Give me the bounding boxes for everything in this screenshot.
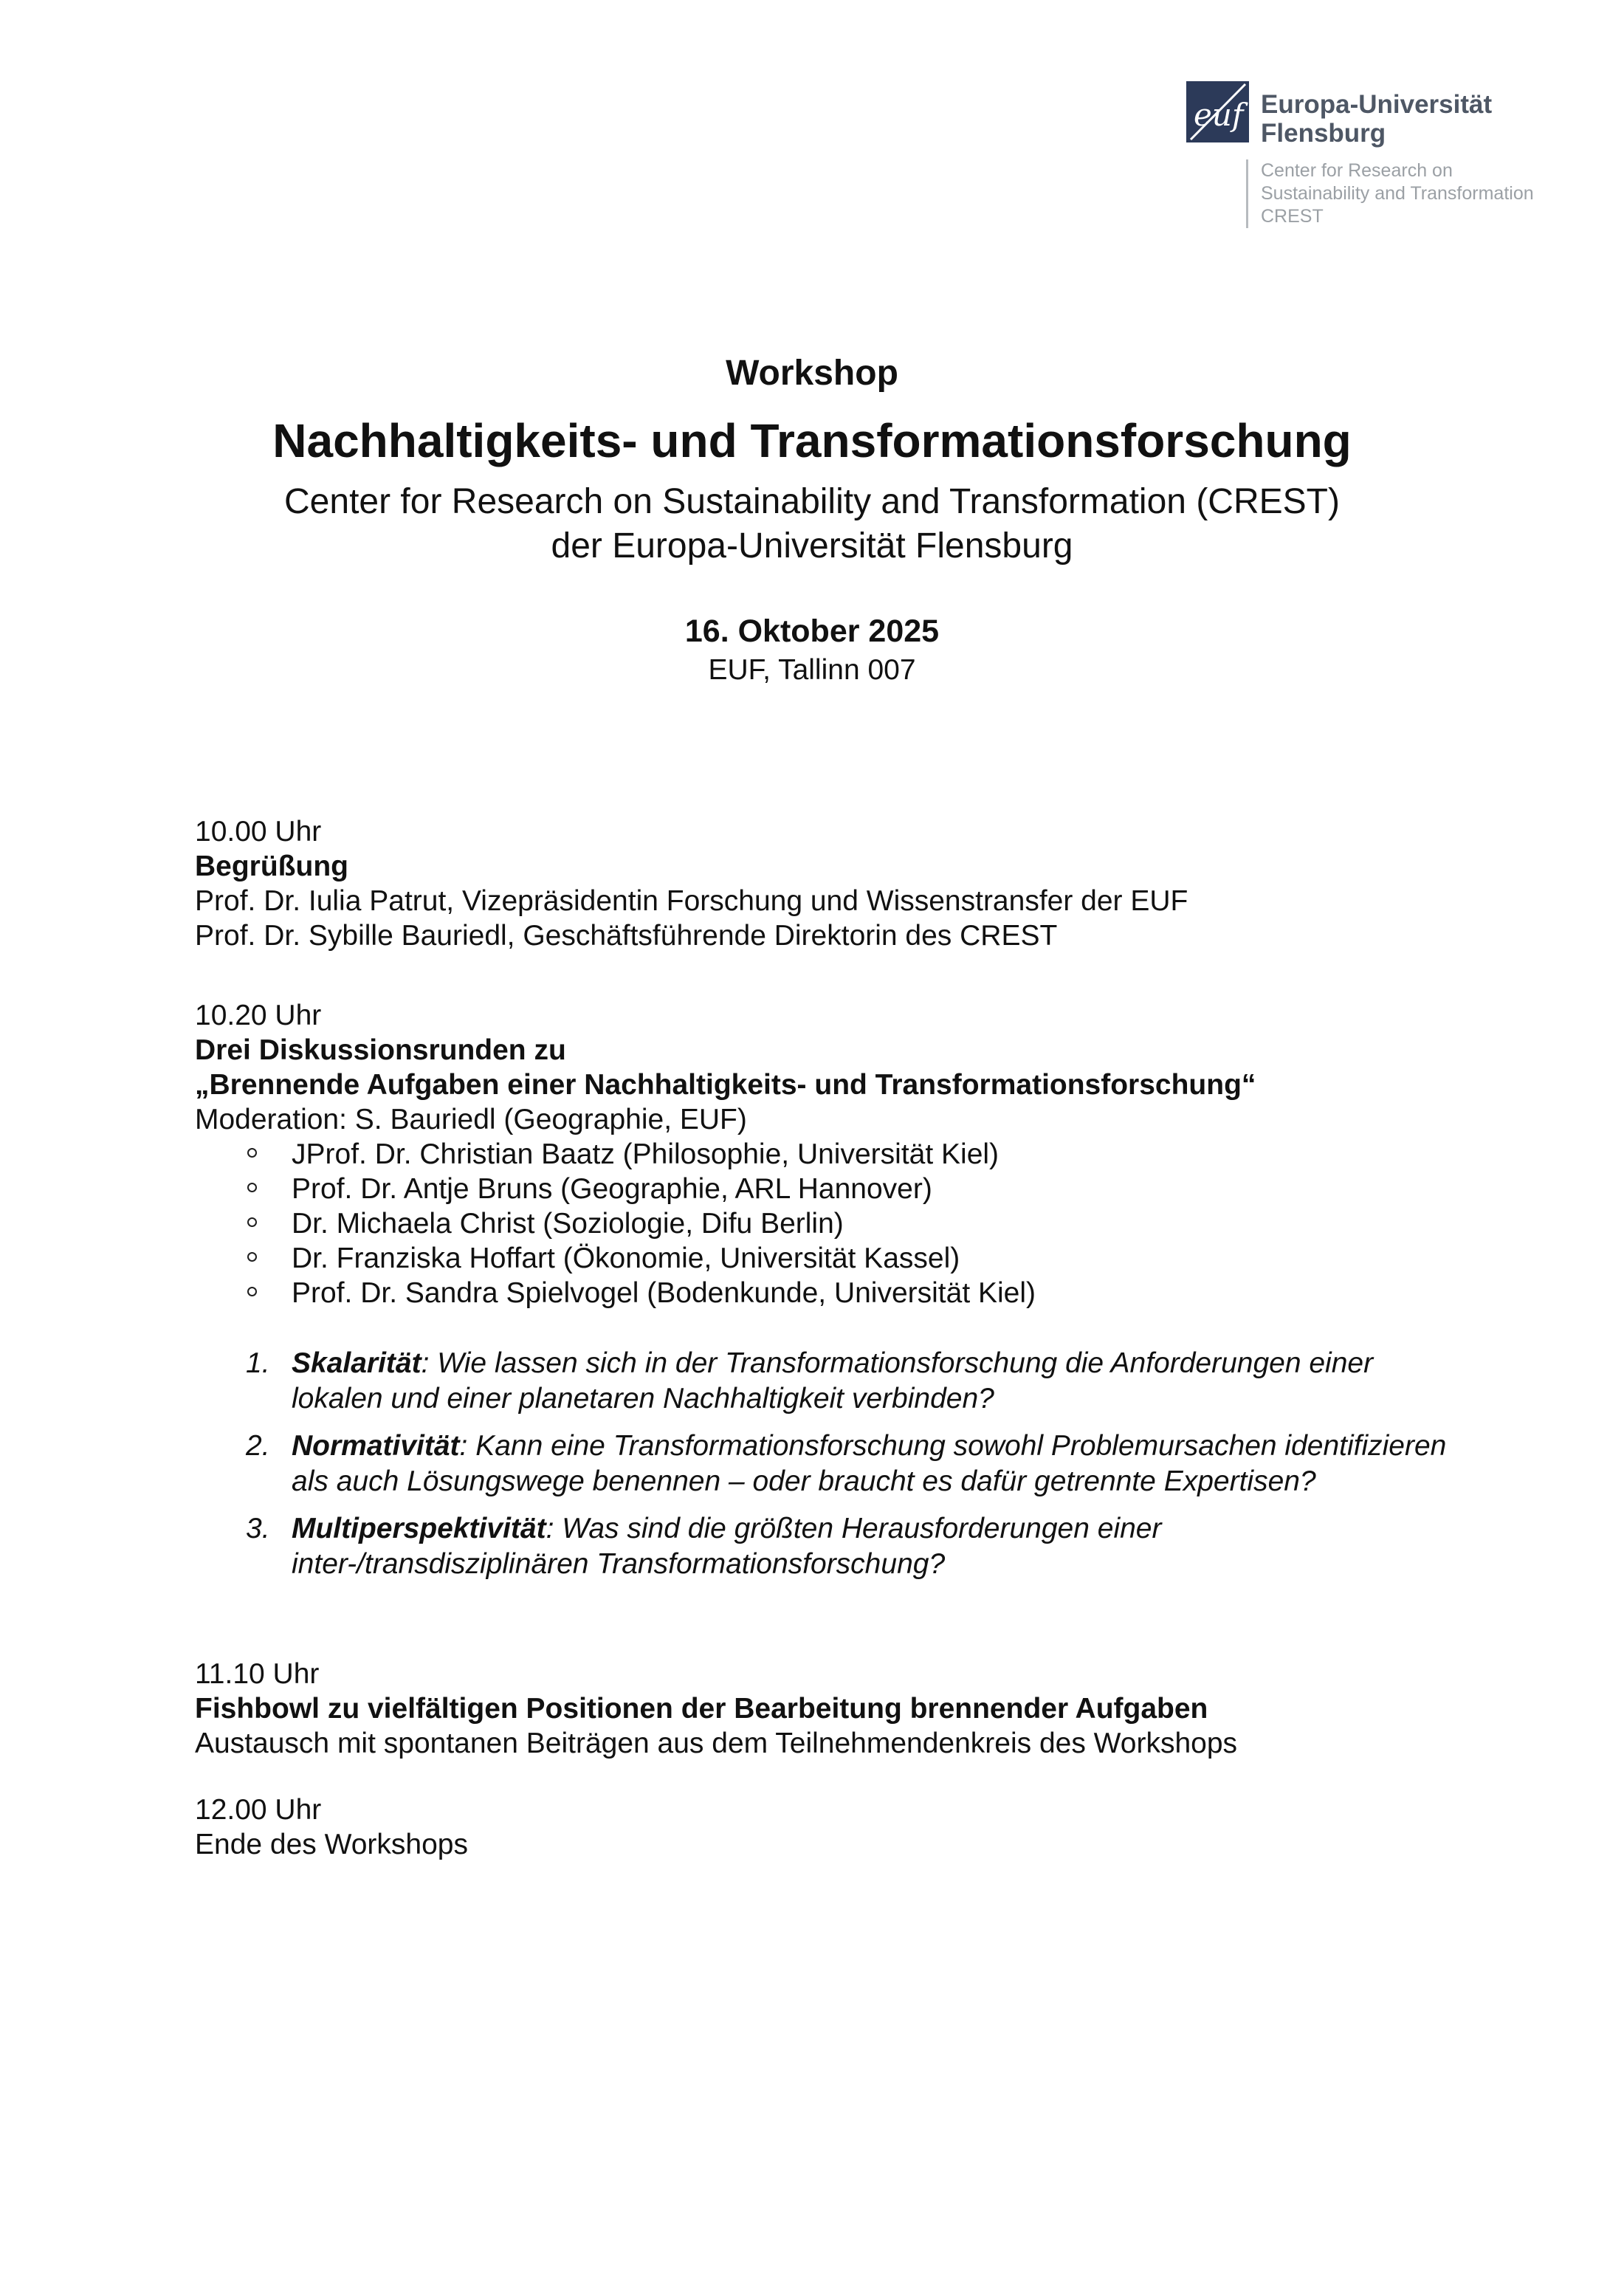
panelist-item [195,1206,1465,1241]
session-fishbowl [195,1657,1465,1761]
session-title-line2: „Brennende Aufgaben einer Nachhaltigkeits- und Transformationsforschung“ [195,1069,1256,1101]
question-term: Skalarität [292,1347,422,1379]
panelist-name: JProf. Dr. Christian Baatz (Philosophie, Universität Kiel) [292,1138,999,1170]
university-logo [1186,81,1577,251]
question-list [195,1346,1465,1582]
session-description: Austausch mit spontanen Beiträgen aus dem Teilnehmendenkreis des Workshops [195,1728,1238,1759]
session-title: Begrüßung [195,850,348,882]
question-body [292,1347,1373,1415]
subtitle-line2: der Europa-Universität Flensburg [551,526,1073,566]
question-item [195,1346,1465,1417]
crest-unit-line3: CREST [1261,206,1324,227]
university-name-line2: Flensburg [1261,119,1386,148]
euf-monogram-icon [1186,81,1249,142]
crest-unit-name [1246,159,1534,228]
question-text: : Kann eine Transformationsforschung sowohl Problemursachen identifizieren als auch Lösungswege benennen – oder braucht es dafür getrennte Expertisen? [292,1430,1447,1497]
question-term: Normativität [292,1430,460,1462]
panelist-list [195,1137,1465,1310]
question-text: : Wie lassen sich in der Transformationsforschung die Anforderungen einer lokalen und einer planetaren Nachhaltigkeit verbinden? [292,1347,1374,1415]
university-name-line1: Europa-Universität [1261,90,1493,119]
crest-unit-line1: Center for Research on [1261,160,1453,181]
session-description: Ende des Workshops [195,1829,468,1860]
circle-bullet-icon [247,1287,257,1296]
circle-bullet-icon [247,1252,257,1262]
session-ende [195,1793,1465,1862]
circle-bullet-icon [247,1183,257,1192]
circle-bullet-icon [247,1217,257,1227]
question-number: 1. [246,1347,270,1379]
event-location: EUF, Tallinn 007 [708,654,916,686]
panelist-item [195,1137,1465,1172]
subtitle-line1: Center for Research on Sustainability and Transformation (CREST) [284,482,1340,521]
session-begruessung [195,814,1465,953]
page-title: Nachhaltigkeits- und Transformationsforschung [272,414,1352,467]
panelist-name: Dr. Michaela Christ (Soziologie, Difu Berlin) [292,1208,844,1240]
session-title: Fishbowl zu vielfältigen Positionen der Bearbeitung brennender Aufgaben [195,1693,1208,1725]
euf-script-icon [1186,81,1249,142]
session-diskussionsrunden [195,998,1465,1594]
workshop-kicker: Workshop [726,354,898,393]
panelist-item [195,1172,1465,1206]
question-term: Multiperspektivität [292,1513,546,1544]
time-label: 11.10 Uhr [195,1658,320,1690]
time-label: 12.00 Uhr [195,1794,322,1826]
question-body [292,1430,1446,1497]
document-header [0,353,1624,688]
session-title-line1: Drei Diskussionsrunden zu [195,1034,566,1066]
question-body [292,1513,1162,1580]
question-text: : Was sind die größten Herausforderungen einer inter-/transdisziplinären Transformationsforschung? [292,1513,1162,1580]
question-number: 2. [246,1430,270,1462]
panelist-item [195,1276,1465,1310]
panelist-item [195,1241,1465,1276]
question-item [195,1429,1465,1499]
panelist-name: Prof. Dr. Sandra Spielvogel (Bodenkunde, Universität Kiel) [292,1277,1036,1309]
svg-text:euf: euf [1194,97,1244,133]
time-label: 10.00 Uhr [195,816,322,848]
speaker-line: Prof. Dr. Sybille Bauriedl, Geschäftsführende Direktorin des CREST [195,920,1058,952]
event-date: 16. Oktober 2025 [684,613,940,649]
question-item [195,1511,1465,1582]
panelist-name: Dr. Franziska Hoffart (Ökonomie, Universität Kassel) [292,1242,960,1274]
circle-bullet-icon [247,1148,257,1158]
university-name [1261,90,1492,148]
panelist-name: Prof. Dr. Antje Bruns (Geographie, ARL Hannover) [292,1173,932,1205]
time-label: 10.20 Uhr [195,1000,322,1031]
moderation-line: Moderation: S. Bauriedl (Geographie, EUF) [195,1104,747,1135]
subtitle [0,480,1624,568]
question-number: 3. [246,1513,270,1544]
speaker-line: Prof. Dr. Iulia Patrut, Vizepräsidentin Forschung und Wissenstransfer der EUF [195,885,1188,917]
crest-unit-line2: Sustainability and Transformation [1261,183,1534,204]
